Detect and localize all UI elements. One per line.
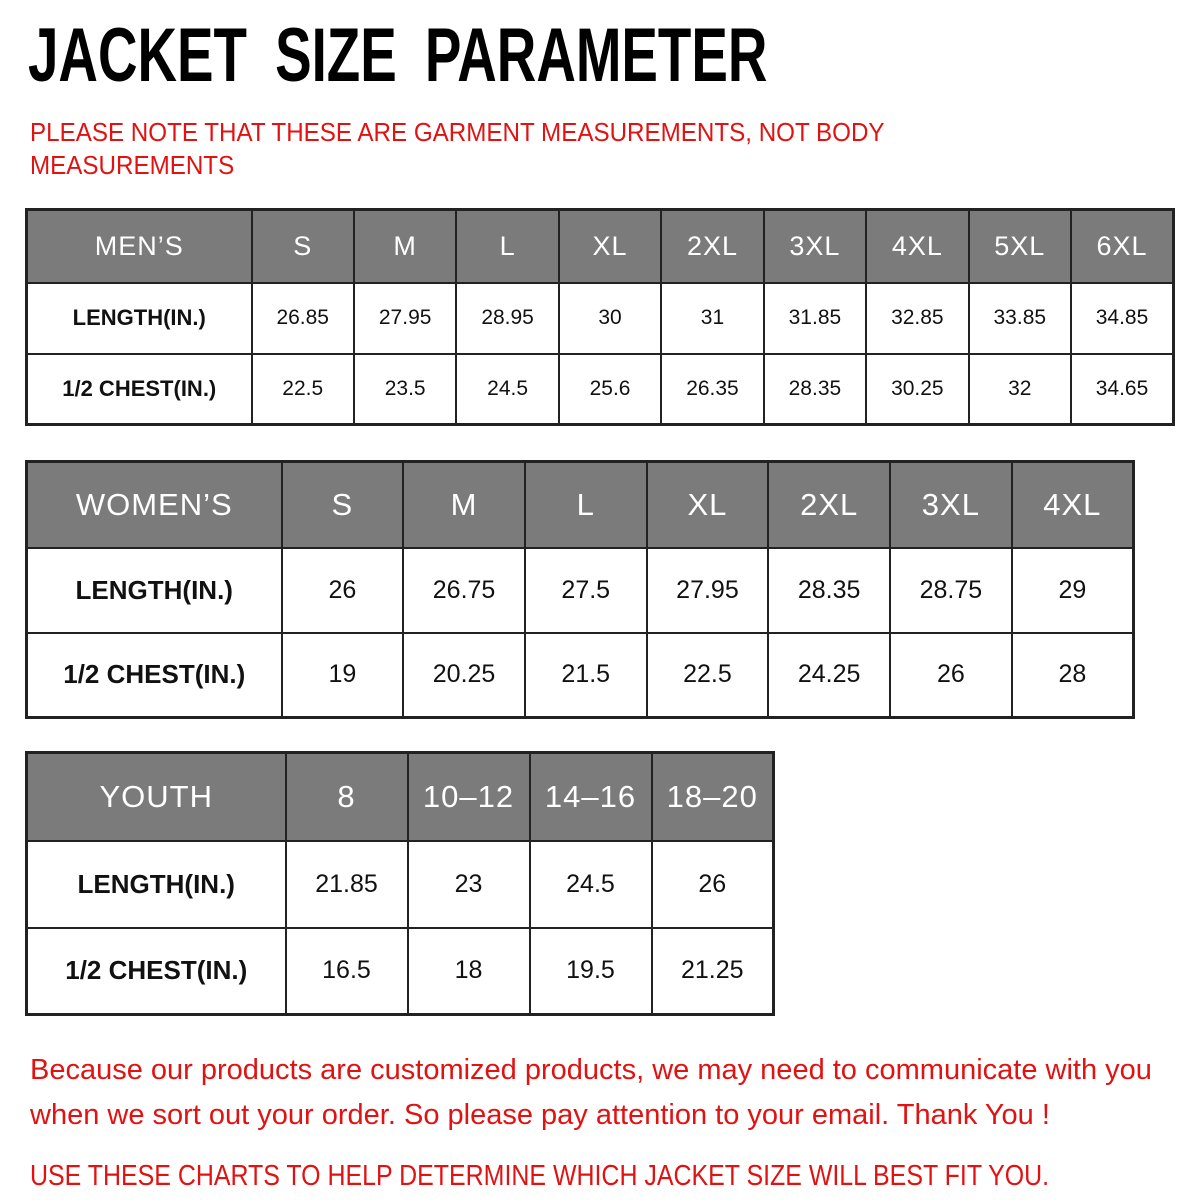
size-header-cell: S: [252, 210, 354, 283]
value-cell: 16.5: [286, 928, 408, 1015]
value-cell: 28.75: [890, 548, 1012, 633]
value-cell: 24.5: [456, 354, 558, 425]
value-cell: 28.35: [768, 548, 890, 633]
value-cell: 24.5: [530, 841, 652, 928]
mens-table-title: MEN’S: [27, 210, 252, 283]
value-cell: 26.35: [661, 354, 763, 425]
size-header-cell: 18–20: [652, 753, 774, 841]
size-header-cell: XL: [647, 462, 769, 548]
note-line-1: PLEASE NOTE THAT THESE ARE GARMENT MEASUREMENTS, NOT BODY: [30, 117, 885, 147]
value-cell: 34.85: [1071, 283, 1174, 354]
value-cell: 28: [1012, 633, 1134, 718]
size-header-cell: 3XL: [764, 210, 866, 283]
size-header-cell: 2XL: [661, 210, 763, 283]
size-header-cell: 8: [286, 753, 408, 841]
size-header-cell: L: [525, 462, 647, 548]
size-header-cell: 10–12: [408, 753, 530, 841]
value-cell: 23: [408, 841, 530, 928]
table-row: [27, 548, 1134, 633]
value-cell: 21.5: [525, 633, 647, 718]
mens-size-table: [25, 208, 1175, 426]
size-header-cell: 6XL: [1071, 210, 1174, 283]
chart-usage-note: USE THESE CHARTS TO HELP DETERMINE WHICH JACKET SIZE WILL BEST FIT YOU.: [30, 1160, 1050, 1192]
value-cell: 24.25: [768, 633, 890, 718]
row-label: 1/2 CHEST(IN.): [27, 928, 286, 1015]
value-cell: 19: [282, 633, 404, 718]
value-cell: 26: [652, 841, 774, 928]
youth-size-table: [25, 751, 775, 1016]
value-cell: 31: [661, 283, 763, 354]
value-cell: 27.5: [525, 548, 647, 633]
value-cell: 26.75: [403, 548, 525, 633]
table-row: [27, 633, 1134, 718]
table-row: [27, 354, 1174, 425]
value-cell: 26.85: [252, 283, 354, 354]
value-cell: 33.85: [969, 283, 1071, 354]
value-cell: 18: [408, 928, 530, 1015]
size-header-cell: L: [456, 210, 558, 283]
value-cell: 19.5: [530, 928, 652, 1015]
value-cell: 23.5: [354, 354, 456, 425]
value-cell: 32: [969, 354, 1071, 425]
value-cell: 27.95: [647, 548, 769, 633]
customization-notice: [30, 1048, 1200, 1138]
customization-notice-line-2: when we sort out your order. So please pay attention to your email. Thank You !: [30, 1099, 1050, 1131]
size-header-cell: 4XL: [1012, 462, 1134, 548]
size-header-cell: 3XL: [890, 462, 1012, 548]
size-header-cell: M: [403, 462, 525, 548]
youth-header-row: [27, 753, 774, 841]
table-row: [27, 283, 1174, 354]
size-header-cell: 5XL: [969, 210, 1071, 283]
value-cell: 21.85: [286, 841, 408, 928]
mens-header-row: [27, 210, 1174, 283]
value-cell: 28.35: [764, 354, 866, 425]
value-cell: 25.6: [559, 354, 661, 425]
value-cell: 22.5: [647, 633, 769, 718]
size-header-cell: 4XL: [866, 210, 968, 283]
womens-table-title: WOMEN’S: [27, 462, 282, 548]
value-cell: 20.25: [403, 633, 525, 718]
note-line-2: MEASUREMENTS: [30, 150, 235, 180]
value-cell: 34.65: [1071, 354, 1174, 425]
value-cell: 26: [890, 633, 1012, 718]
row-label: LENGTH(IN.): [27, 841, 286, 928]
size-chart-page: [0, 13, 1200, 1200]
size-header-cell: M: [354, 210, 456, 283]
value-cell: 27.95: [354, 283, 456, 354]
size-header-cell: 2XL: [768, 462, 890, 548]
row-label: LENGTH(IN.): [27, 548, 282, 633]
value-cell: 22.5: [252, 354, 354, 425]
row-label: LENGTH(IN.): [27, 283, 252, 354]
row-label: 1/2 CHEST(IN.): [27, 633, 282, 718]
size-header-cell: 14–16: [530, 753, 652, 841]
youth-table-title: YOUTH: [27, 753, 286, 841]
value-cell: 21.25: [652, 928, 774, 1015]
value-cell: 31.85: [764, 283, 866, 354]
womens-header-row: [27, 462, 1134, 548]
page-title: JACKET SIZE PARAMETER: [28, 13, 768, 98]
value-cell: 28.95: [456, 283, 558, 354]
size-header-cell: XL: [559, 210, 661, 283]
row-label: 1/2 CHEST(IN.): [27, 354, 252, 425]
size-header-cell: S: [282, 462, 404, 548]
table-row: [27, 928, 774, 1015]
table-row: [27, 841, 774, 928]
value-cell: 30: [559, 283, 661, 354]
customization-notice-line-1: Because our products are customized products, we may need to communicate with you: [30, 1054, 1152, 1086]
value-cell: 32.85: [866, 283, 968, 354]
value-cell: 29: [1012, 548, 1134, 633]
value-cell: 26: [282, 548, 404, 633]
value-cell: 30.25: [866, 354, 968, 425]
garment-measurement-note: [30, 116, 1118, 182]
womens-size-table: [25, 460, 1135, 719]
